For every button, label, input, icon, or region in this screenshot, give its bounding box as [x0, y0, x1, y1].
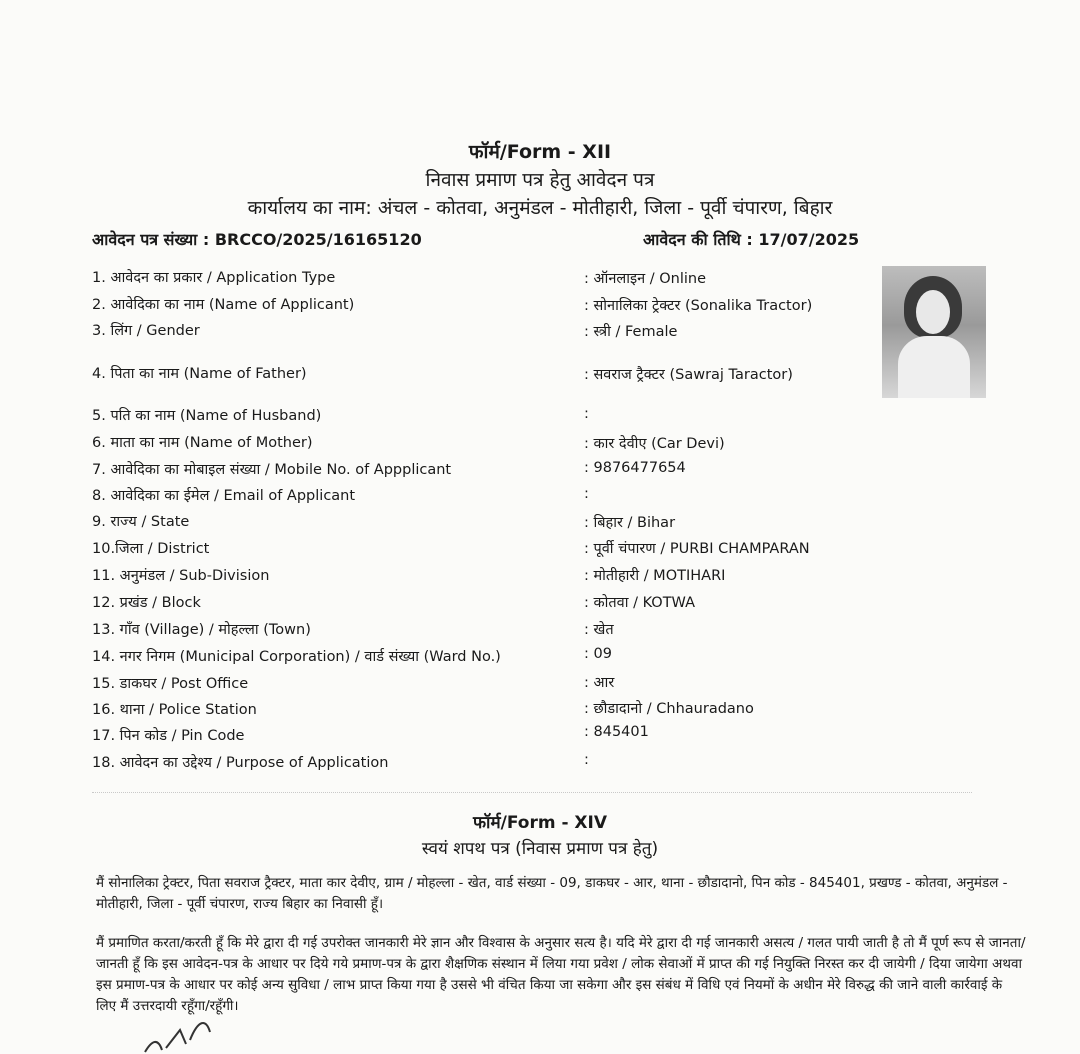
field-label-police-station: 16. थाना / Police Station — [92, 702, 257, 718]
field-value-father-name: : सवराज ट्रैक्टर (Sawraj Taractor) — [584, 367, 793, 383]
field-label-application-type: 1. आवेदन का प्रकार / Application Type — [92, 270, 336, 286]
field-label-husband-name: 5. पति का नाम (Name of Husband) — [92, 408, 322, 424]
application-number: आवेदन पत्र संख्या : BRCCO/2025/16165120 — [92, 230, 422, 249]
field-label-sub-division: 11. अनुमंडल / Sub-Division — [92, 568, 270, 584]
field-value-district: : पूर्वी चंपारण / PURBI CHAMPARAN — [584, 541, 810, 557]
section-divider — [92, 792, 972, 793]
field-value-purpose: : — [584, 752, 589, 768]
field-value-husband-name: : — [584, 406, 589, 422]
field-value-mother-name: : कार देवीए (Car Devi) — [584, 436, 725, 452]
field-value-gender: : स्त्री / Female — [584, 324, 678, 340]
field-value-state: : बिहार / Bihar — [584, 515, 676, 531]
field-label-email: 8. आवेदिका का ईमेल / Email of Applicant — [92, 488, 356, 504]
affidavit-subtitle: स्वयं शपथ पत्र (निवास प्रमाण पत्र हेतु) — [421, 839, 659, 859]
field-value-mobile: : 9876477654 — [584, 460, 686, 476]
field-value-block: : कोतवा / KOTWA — [584, 595, 696, 611]
field-value-ward: : 09 — [584, 646, 612, 662]
field-label-district: 10.जिला / District — [92, 541, 210, 557]
field-label-gender: 3. लिंग / Gender — [92, 323, 200, 339]
field-label-state: 9. राज्य / State — [92, 514, 190, 530]
field-value-application-type: : ऑनलाइन / Online — [584, 271, 707, 287]
field-label-village: 13. गाँव (Village) / मोहल्ला (Town) — [92, 622, 311, 638]
field-value-village: : खेत — [584, 622, 614, 638]
application-date: आवेदन की तिथि : 17/07/2025 — [643, 230, 860, 249]
field-label-mother-name: 6. माता का नाम (Name of Mother) — [92, 435, 313, 451]
field-label-applicant-name: 2. आवेदिका का नाम (Name of Applicant) — [92, 297, 355, 313]
affidavit-title: फॉर्म/Form - XIV — [472, 813, 608, 833]
affidavit-declaration: मैं प्रमाणित करता/करती हूँ कि मेरे द्वारा दी गई उपरोक्त जानकारी मेरे ज्ञान और विश्वास के अनुसार सत्य है। यदि मेरे द्वारा दी गई जानकारी असत्य / गलत पायी जाती है तो मैं पूर्ण रूप से जानता/जानती हूँ कि इस आवेदन-पत्र के आधार पर दिये गये प्रमाण-पत्र के द्वारा शैक्षणिक संस्थान में लिया गया प्रवेश / लोक सेवाओं में प्राप्त की गई नियुक्ति निरस्त कर दी जायेगी / दिया जायेगा अथवा इस प्रमाण-पत्र के आधार पर कोई अन्य सुविधा / लाभ प्राप्त किया गया है उससे भी वंचित किया जा सकेगा और इस संबंध में विधि एवं नियमों के अधीन मेरे विरुद्ध की जाने वाली कार्रवाई के लिए मैं उत्तरदायी रहूँगा/रहूँगी। — [96, 935, 1026, 1014]
field-label-mobile: 7. आवेदिका का मोबाइल संख्या / Mobile No. of Appplicant — [92, 462, 452, 478]
affidavit-residence-statement: मैं सोनालिका ट्रेक्टर, पिता सवराज ट्रैक्टर, माता कार देवीए, ग्राम / मोहल्ला - खेत, वार्ड संख्या - 09, डाकघर - आर, थाना - छौडादानो, पिन कोड - 845401, प्रखण्ड - कोतवा, अनुमंडल - मोतीहारी, जिला - पूर्वी चंपारण, राज्य बिहार का निवासी हूँ। — [96, 875, 1008, 912]
field-label-block: 12. प्रखंड / Block — [92, 595, 201, 611]
field-value-sub-division: : मोतीहारी / MOTIHARI — [584, 568, 726, 584]
field-label-purpose: 18. आवेदन का उद्देश्य / Purpose of Application — [92, 755, 389, 771]
applicant-photo-icon — [882, 266, 986, 398]
field-value-email: : — [584, 486, 589, 502]
handwritten-mark-icon — [140, 1010, 250, 1054]
field-label-pin-code: 17. पिन कोड / Pin Code — [92, 728, 245, 744]
form-title: फॉर्म/Form - XII — [468, 141, 612, 163]
field-value-police-station: : छौडादानो / Chhauradano — [584, 701, 754, 717]
office-name: कार्यालय का नाम: अंचल - कोतवा, अनुमंडल - मोतीहारी, जिला - पूर्वी चंपारण, बिहार — [247, 197, 833, 219]
field-label-post-office: 15. डाकघर / Post Office — [92, 676, 249, 692]
field-label-father-name: 4. पिता का नाम (Name of Father) — [92, 366, 307, 382]
field-value-applicant-name: : सोनालिका ट्रेक्टर (Sonalika Tractor) — [584, 298, 813, 314]
form-subtitle: निवास प्रमाण पत्र हेतु आवेदन पत्र — [425, 169, 655, 191]
field-value-post-office: : आर — [584, 675, 615, 691]
field-label-ward: 14. नगर निगम (Municipal Corporation) / वार्ड संख्या (Ward No.) — [92, 649, 501, 665]
field-value-pin-code: : 845401 — [584, 724, 649, 740]
